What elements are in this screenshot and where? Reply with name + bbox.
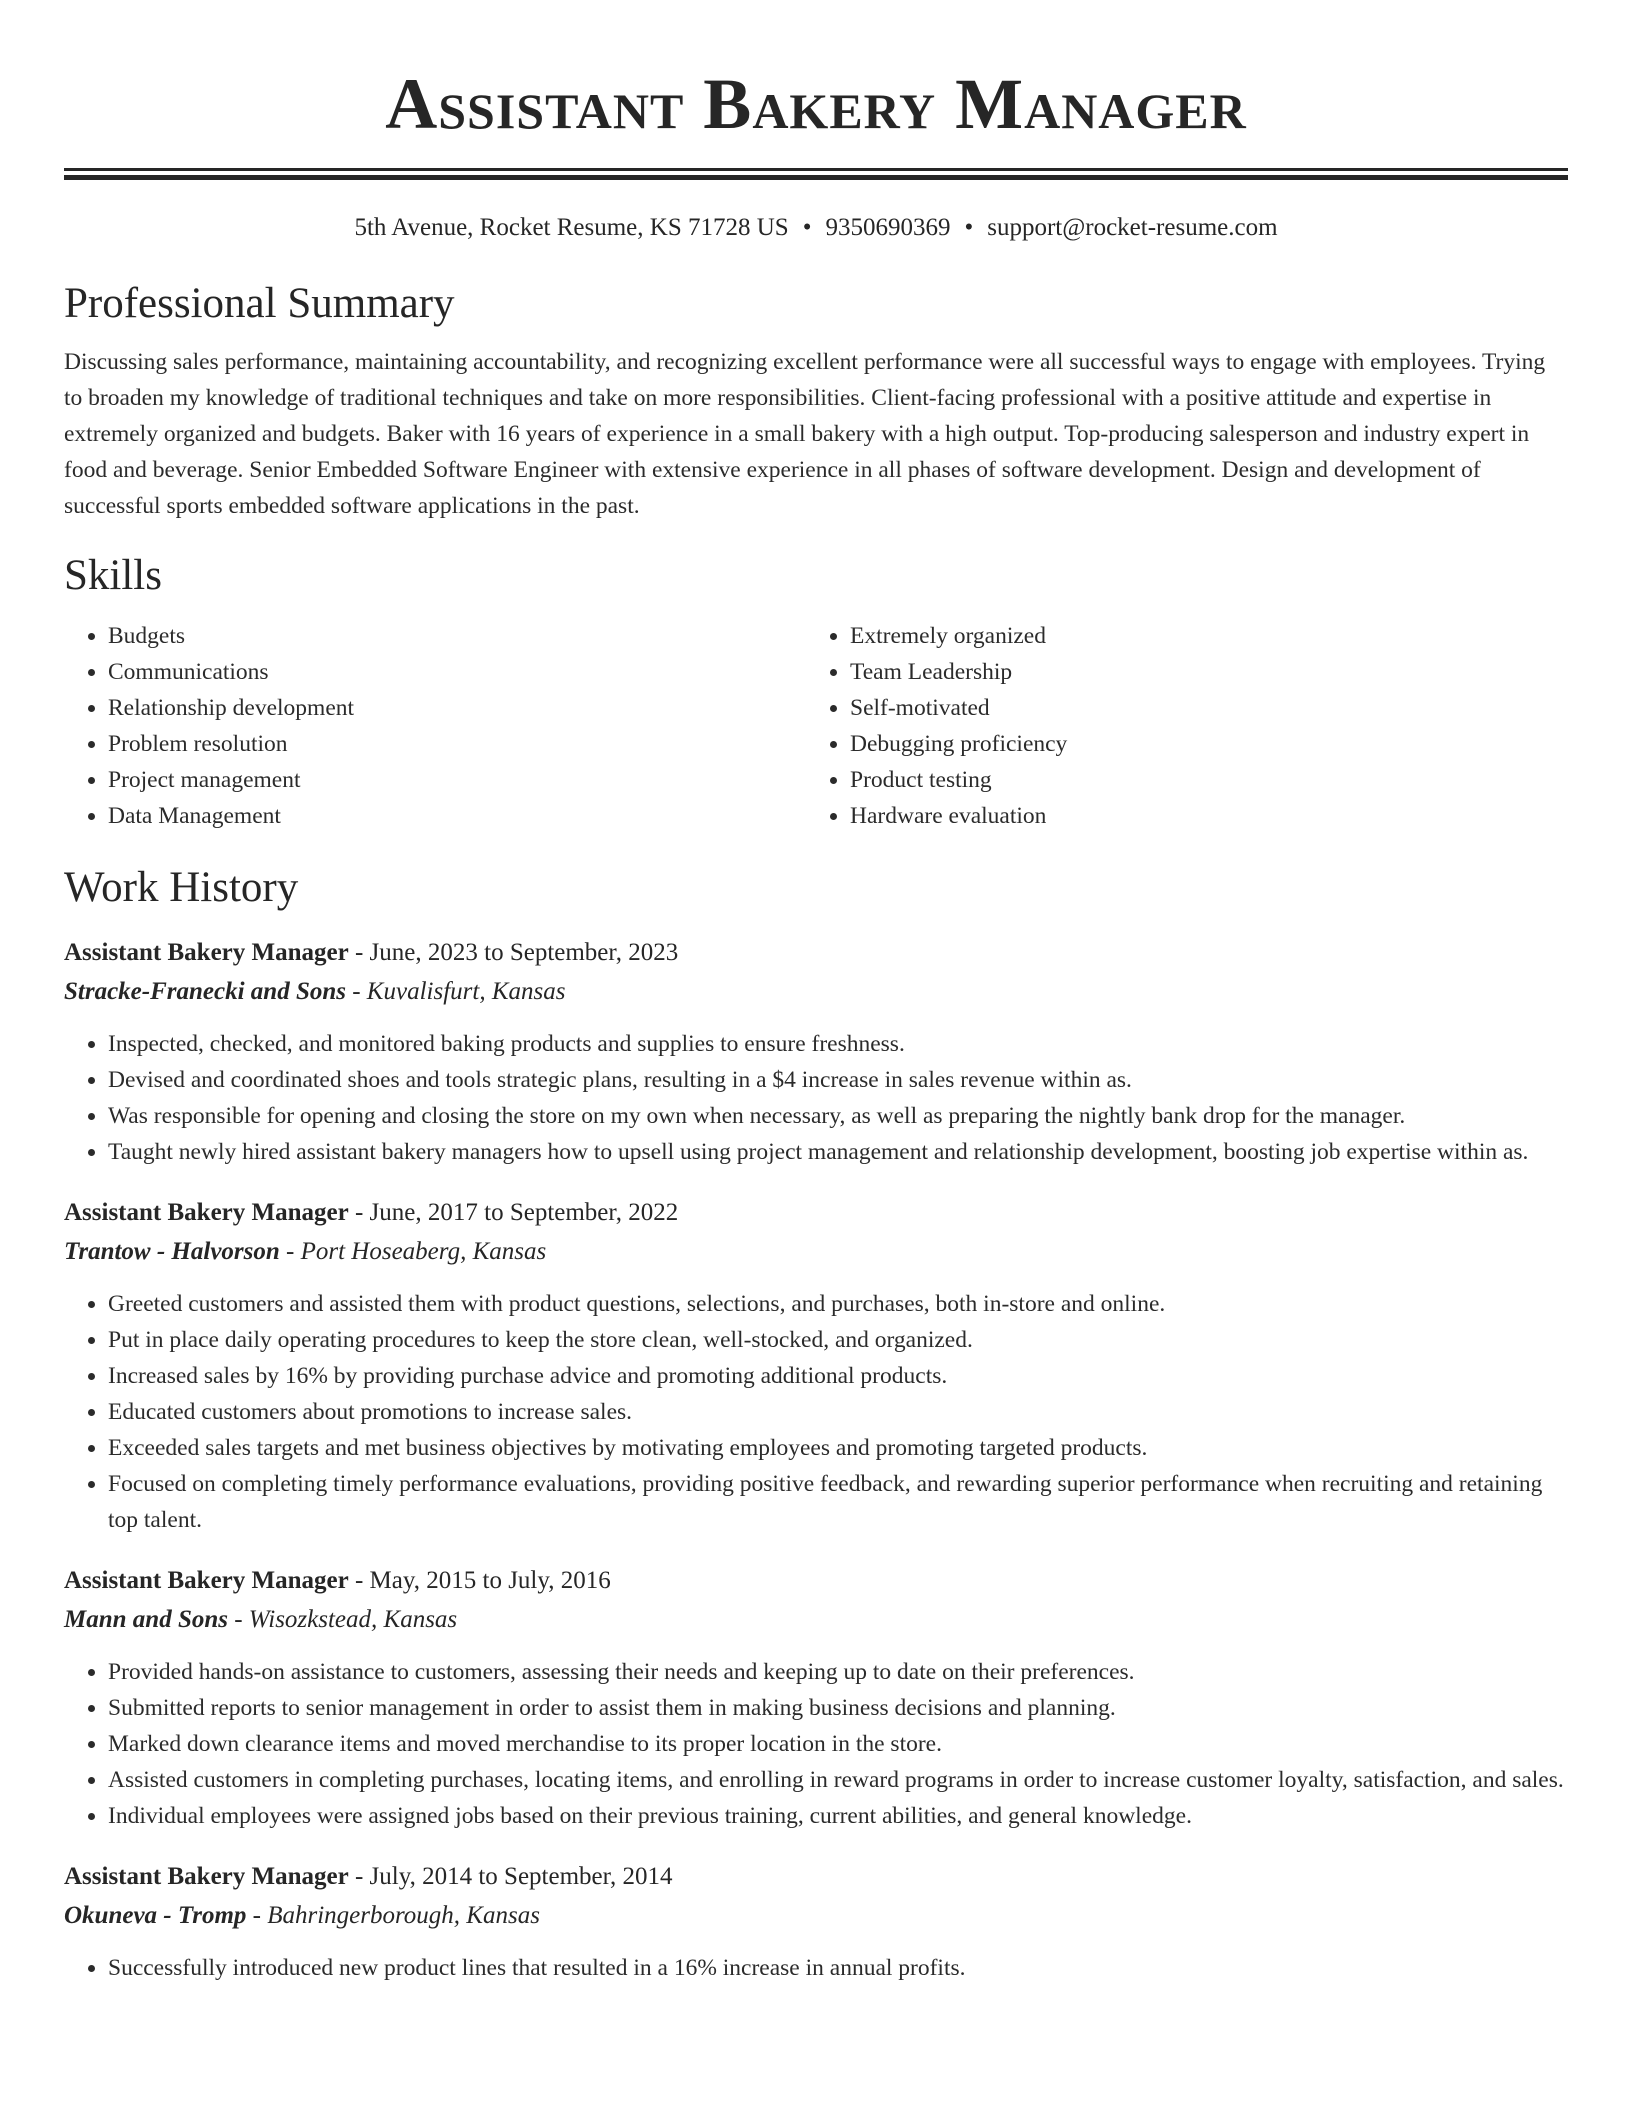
summary-text: Discussing sales performance, maintaining accountability, and recognizing excellent performance were all successful ways to engage with employees. Trying to broaden my knowledge of traditional techniques and take on more responsibilities. Client-facing professional with a positive attitude and expertise in extremely organized and budgets. Baker with 16 years of experience in a small bakery with a high output. Top-producing salesperson and industry expert in food and beverage. Senior Embedded Software Engineer with extensive experience in all phases of software development. Design and development of successful sports embedded software applications in the past. (64, 349, 1546, 519)
contact-address: 5th Avenue, Rocket Resume, KS 71728 US (354, 214, 789, 241)
skill-item: • Budgets (108, 618, 806, 654)
job-company: Mann and Sons (64, 1606, 228, 1633)
job-entry (64, 1858, 1568, 1986)
contact-separator: • (802, 214, 812, 241)
job-bullet: • Greeted customers and assisted them with product questions, selections, and purchases, both in-store and online. (108, 1286, 1568, 1322)
job-employer (64, 1600, 1568, 1640)
job-header (64, 934, 1568, 972)
contact-line (64, 212, 1568, 244)
job-bullets (64, 1950, 1568, 1986)
work-history-heading: Work History (64, 864, 299, 911)
skills-grid (64, 618, 1568, 834)
job-title: Assistant Bakery Manager (64, 1863, 349, 1890)
job-employer (64, 972, 1568, 1012)
job-company: Stracke-Franecki and Sons (64, 978, 346, 1005)
skills-list-left (64, 618, 806, 834)
job-employer (64, 1896, 1568, 1936)
job-bullets (64, 1654, 1568, 1834)
skill-item: • Hardware evaluation (850, 798, 1548, 834)
job-entry (64, 1194, 1568, 1538)
resume-name: Assistant Bakery Manager (385, 64, 1247, 144)
skill-item: • Debugging proficiency (850, 726, 1548, 762)
job-bullet: • Successfully introduced new product lines that resulted in a 16% increase in annual profits. (108, 1950, 1568, 1986)
job-company: Okuneva - Tromp (64, 1902, 247, 1929)
job-bullet: • Put in place daily operating procedures to keep the store clean, well-stocked, and organized. (108, 1322, 1568, 1358)
job-bullet: • Provided hands-on assistance to customers, assessing their needs and keeping up to date on their preferences. (108, 1654, 1568, 1690)
job-title: Assistant Bakery Manager (64, 1199, 349, 1226)
job-location: - Port Hoseaberg, Kansas (279, 1238, 547, 1265)
skills-heading: Skills (64, 552, 162, 599)
skills-list-right (806, 618, 1548, 834)
job-dates: - June, 2023 to September, 2023 (348, 939, 679, 966)
job-bullet: • Was responsible for opening and closing the store on my own when necessary, as well as preparing the nightly bank drop for the manager. (108, 1098, 1568, 1134)
job-title: Assistant Bakery Manager (64, 1567, 349, 1594)
job-bullet: • Inspected, checked, and monitored baking products and supplies to ensure freshness. (108, 1026, 1568, 1062)
contact-phone: 9350690369 (825, 214, 951, 241)
skill-item: • Self-motivated (850, 690, 1548, 726)
job-bullet: • Individual employees were assigned jobs based on their previous training, current abilities, and general knowledge. (108, 1798, 1568, 1834)
job-bullet: • Exceeded sales targets and met business objectives by motivating employees and promoting targeted products. (108, 1430, 1568, 1466)
job-header (64, 1562, 1568, 1600)
job-bullets (64, 1286, 1568, 1538)
job-dates: - May, 2015 to July, 2016 (348, 1567, 611, 1594)
contact-separator: • (964, 214, 974, 241)
job-bullet: • Submitted reports to senior management in order to assist them in making business decisions and planning. (108, 1690, 1568, 1726)
skill-item: • Data Management (108, 798, 806, 834)
job-bullet: • Devised and coordinated shoes and tools strategic plans, resulting in a $4 increase in sales revenue within as. (108, 1062, 1568, 1098)
job-bullet: • Focused on completing timely performance evaluations, providing positive feedback, and rewarding superior performance when recruiting and retaining top talent. (108, 1466, 1568, 1538)
skill-item: • Communications (108, 654, 806, 690)
job-company: Trantow - Halvorson (64, 1238, 280, 1265)
skill-item: • Project management (108, 762, 806, 798)
job-location: - Wisozkstead, Kansas (227, 1606, 458, 1633)
job-bullet: • Assisted customers in completing purchases, locating items, and enrolling in reward programs in order to increase customer loyalty, satisfaction, and sales. (108, 1762, 1568, 1798)
skill-item: • Problem resolution (108, 726, 806, 762)
resume-page (64, 0, 1568, 1986)
job-header (64, 1858, 1568, 1896)
job-bullet: • Marked down clearance items and moved merchandise to its proper location in the store. (108, 1726, 1568, 1762)
job-dates: - July, 2014 to September, 2014 (348, 1863, 673, 1890)
job-bullet: • Increased sales by 16% by providing purchase advice and promoting additional products. (108, 1358, 1568, 1394)
job-employer (64, 1232, 1568, 1272)
contact-email: support@rocket-resume.com (987, 214, 1278, 241)
skill-item: • Product testing (850, 762, 1548, 798)
job-bullet: • Educated customers about promotions to increase sales. (108, 1394, 1568, 1430)
skill-item: • Team Leadership (850, 654, 1548, 690)
job-dates: - June, 2017 to September, 2022 (348, 1199, 679, 1226)
header-divider (64, 168, 1568, 180)
job-bullets (64, 1026, 1568, 1170)
skill-item: • Extremely organized (850, 618, 1548, 654)
job-bullet: • Taught newly hired assistant bakery managers how to upsell using project management and relationship development, boosting job expertise within as. (108, 1134, 1568, 1170)
job-entry (64, 1562, 1568, 1834)
skill-item: • Relationship development (108, 690, 806, 726)
job-title: Assistant Bakery Manager (64, 939, 349, 966)
job-location: - Kuvalisfurt, Kansas (345, 978, 566, 1005)
job-location: - Bahringerborough, Kansas (246, 1902, 540, 1929)
job-header (64, 1194, 1568, 1232)
job-entry (64, 934, 1568, 1170)
summary-heading: Professional Summary (64, 280, 455, 327)
